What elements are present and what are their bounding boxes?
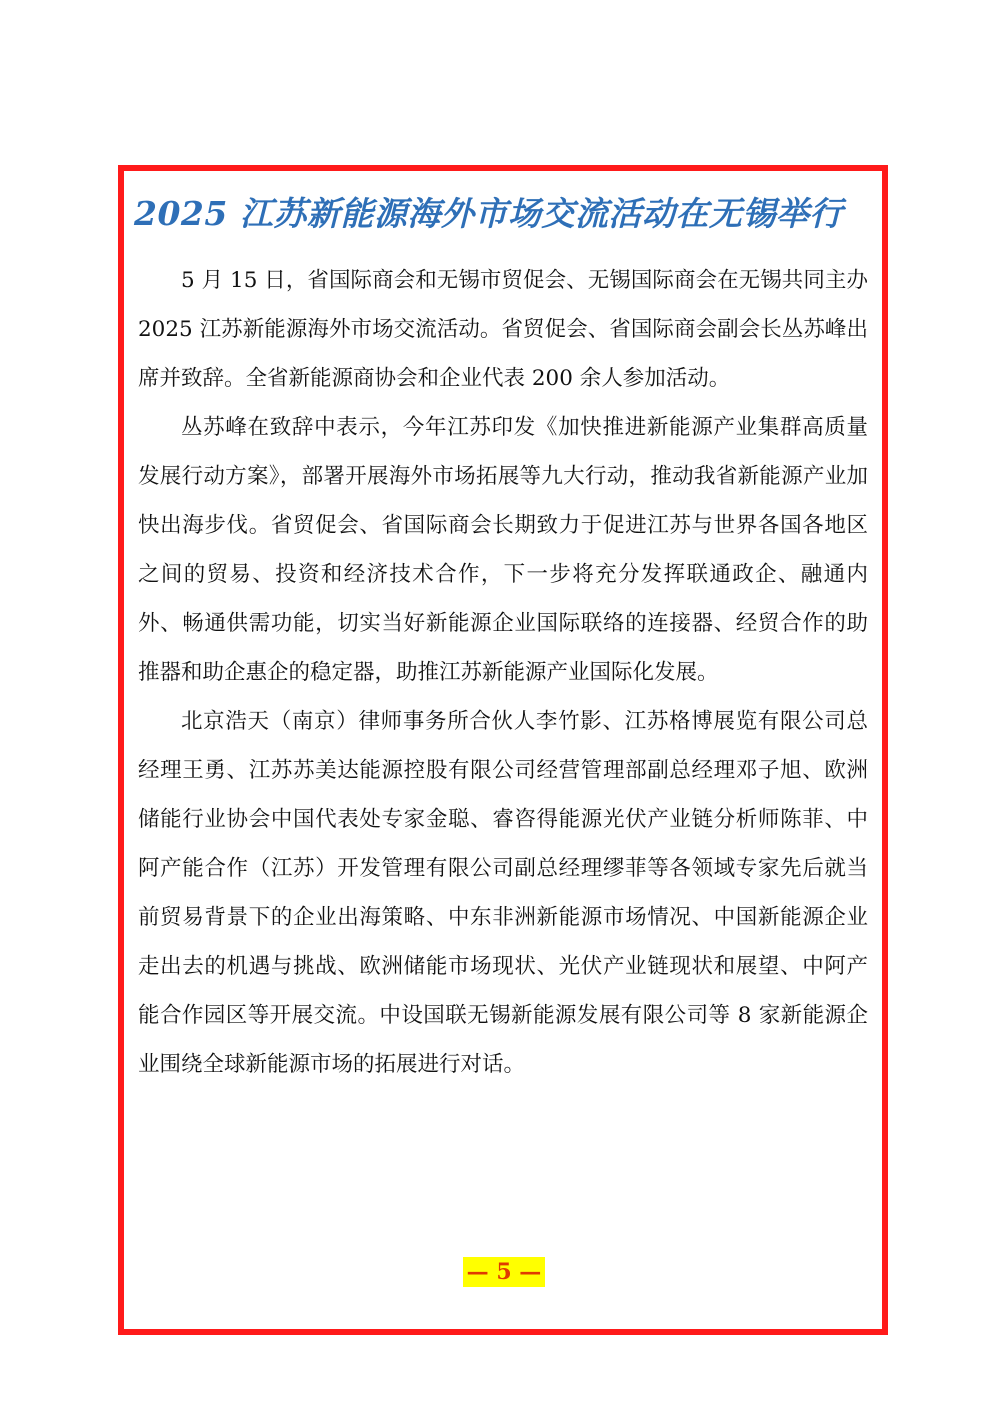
paragraph-event-intro: 5 月 15 日，省国际商会和无锡市贸促会、无锡国际商会在无锡共同主办 2025 江苏新能源海外市场交流活动。省贸促会、省国际商会副会长丛苏峰出席并致辞。全省新能源商协会和企业代表 200 余人参加活动。 — [138, 268, 868, 391]
page-number: — 5 — — [463, 1257, 545, 1287]
paragraph-experts: 北京浩天（南京）律师事务所合伙人李竹影、江苏格博展览有限公司总经理王勇、江苏苏美达能源控股有限公司经营管理部副总经理邓子旭、欧洲储能行业协会中国代表处专家金聪、睿咨得能源光伏产业链分析师陈菲、中阿产能合作（江苏）开发管理有限公司副总经理缪菲等各领域专家先后就当前贸易背景下的企业出海策略、中东非洲新能源市场情况、中国新能源企业走出去的机遇与挑战、欧洲储能市场现状、光伏产业链现状和展望、中阿产能合作园区等开展交流。中设国联无锡新能源发展有限公司等 8 家新能源企业围绕全球新能源市场的拓展进行对话。 — [138, 709, 868, 1077]
paragraph-speech: 丛苏峰在致辞中表示，今年江苏印发《加快推进新能源产业集群高质量发展行动方案》，部署开展海外市场拓展等九大行动，推动我省新能源产业加快出海步伐。省贸促会、省国际商会长期致力于促进江苏与世界各国各地区之间的贸易、投资和经济技术合作，下一步将充分发挥联通政企、融通内外、畅通供需功能，切实当好新能源企业国际联络的连接器、经贸合作的助推器和助企惠企的稳定器，助推江苏新能源产业国际化发展。 — [138, 415, 868, 685]
article-body — [138, 256, 868, 1089]
article-title: 2025 江苏新能源海外市场交流活动在无锡举行 — [134, 194, 843, 233]
